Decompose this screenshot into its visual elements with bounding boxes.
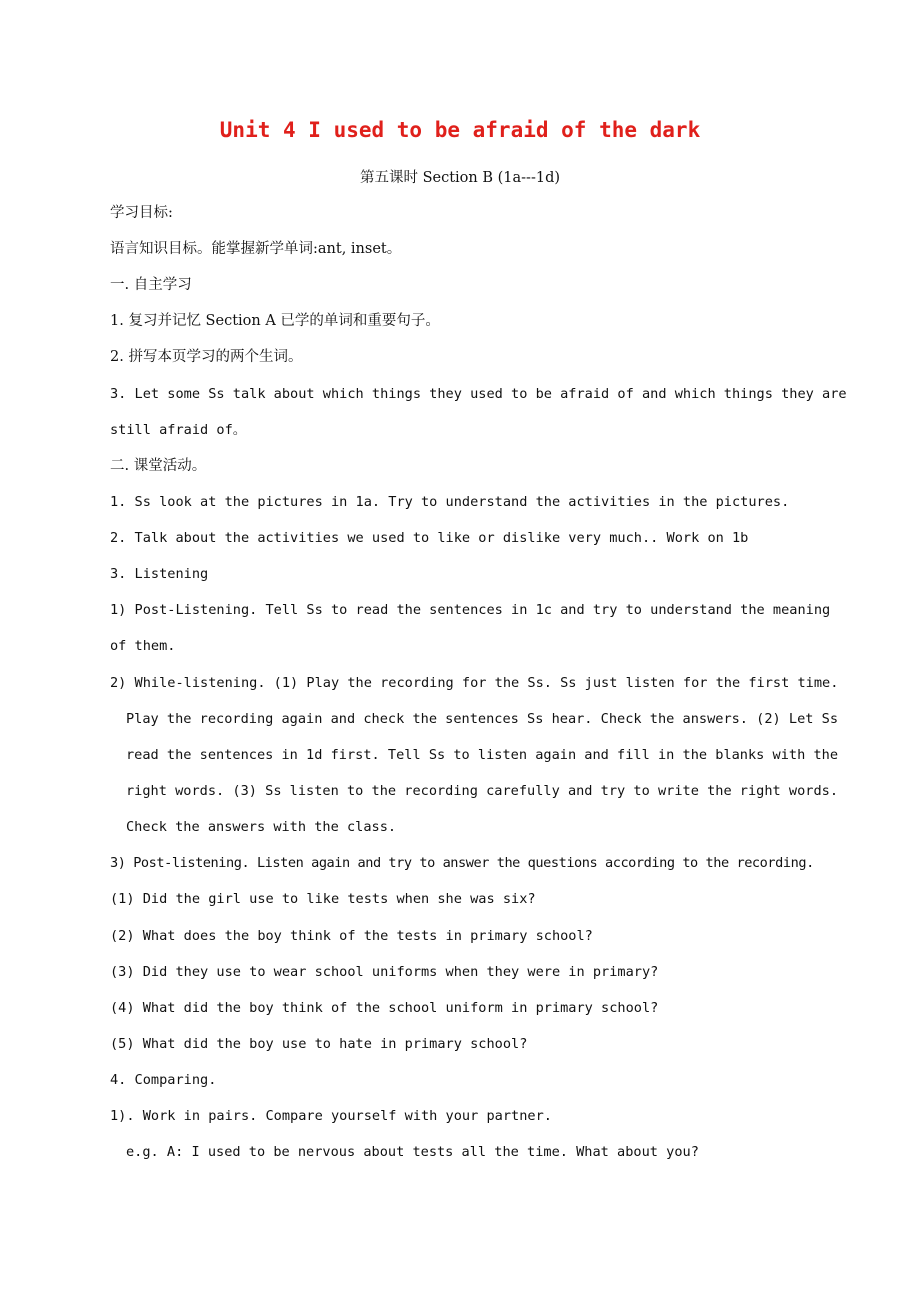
question-item: (3) Did they use to wear school uniforms when they were in primary? [110,964,659,980]
text-line: of them. [110,638,176,654]
text-line: 2) While-listening. (1) Play the recording for the Ss. Ss just listen for the first time. [110,675,839,691]
text-line: Check the answers with the class. [126,819,397,835]
question-item: (5) What did the boy use to hate in primary school? [110,1036,528,1052]
text-line: right words. (3) Ss listen to the recording carefully and try to write the right words. [126,783,839,799]
text-line: 语言知识目标。能掌握新学单词:ant, inset。 [110,241,402,257]
text-line: read the sentences in 1d first. Tell Ss to listen again and fill in the blanks with the [126,747,839,763]
text-line: 1. 复习并记忆 Section A 已学的单词和重要句子。 [110,313,440,329]
question-item: (4) What did the boy think of the school uniform in primary school? [110,1000,659,1016]
text-line: 3) Post-listening. Listen again and try to answer the questions according to the recording. [110,855,814,871]
text-line: still afraid of。 [110,422,247,438]
text-line: 2. Talk about the activities we used to like or dislike very much.. Work on 1b [110,530,749,546]
text-line: 2. 拼写本页学习的两个生词。 [110,349,303,365]
text-line: 4. Comparing. [110,1072,217,1088]
document-title: Unit 4 I used to be afraid of the dark [219,118,701,142]
text-line: 1). Work in pairs. Compare yourself with your partner. [110,1108,552,1124]
section-heading: 一. 自主学习 [110,277,192,293]
text-line: 学习目标: [110,205,173,221]
text-line: 3. Listening [110,566,209,582]
section-heading: 二. 课堂活动。 [110,458,207,474]
text-line: 1. Ss look at the pictures in 1a. Try to understand the activities in the pictures. [110,494,790,510]
text-line: Play the recording again and check the sentences Ss hear. Check the answers. (2) Let Ss [126,711,839,727]
text-line: 3. Let some Ss talk about which things they used to be afraid of and which things they are [110,386,847,402]
document-subtitle: 第五课时 Section B (1a---1d) [359,170,561,186]
text-line: 1) Post-Listening. Tell Ss to read the sentences in 1c and try to understand the meaning [110,602,831,618]
question-item: (1) Did the girl use to like tests when she was six? [110,891,536,907]
question-item: (2) What does the boy think of the tests in primary school? [110,928,593,944]
example-line: e.g. A: I used to be nervous about tests all the time. What about you? [126,1144,699,1160]
